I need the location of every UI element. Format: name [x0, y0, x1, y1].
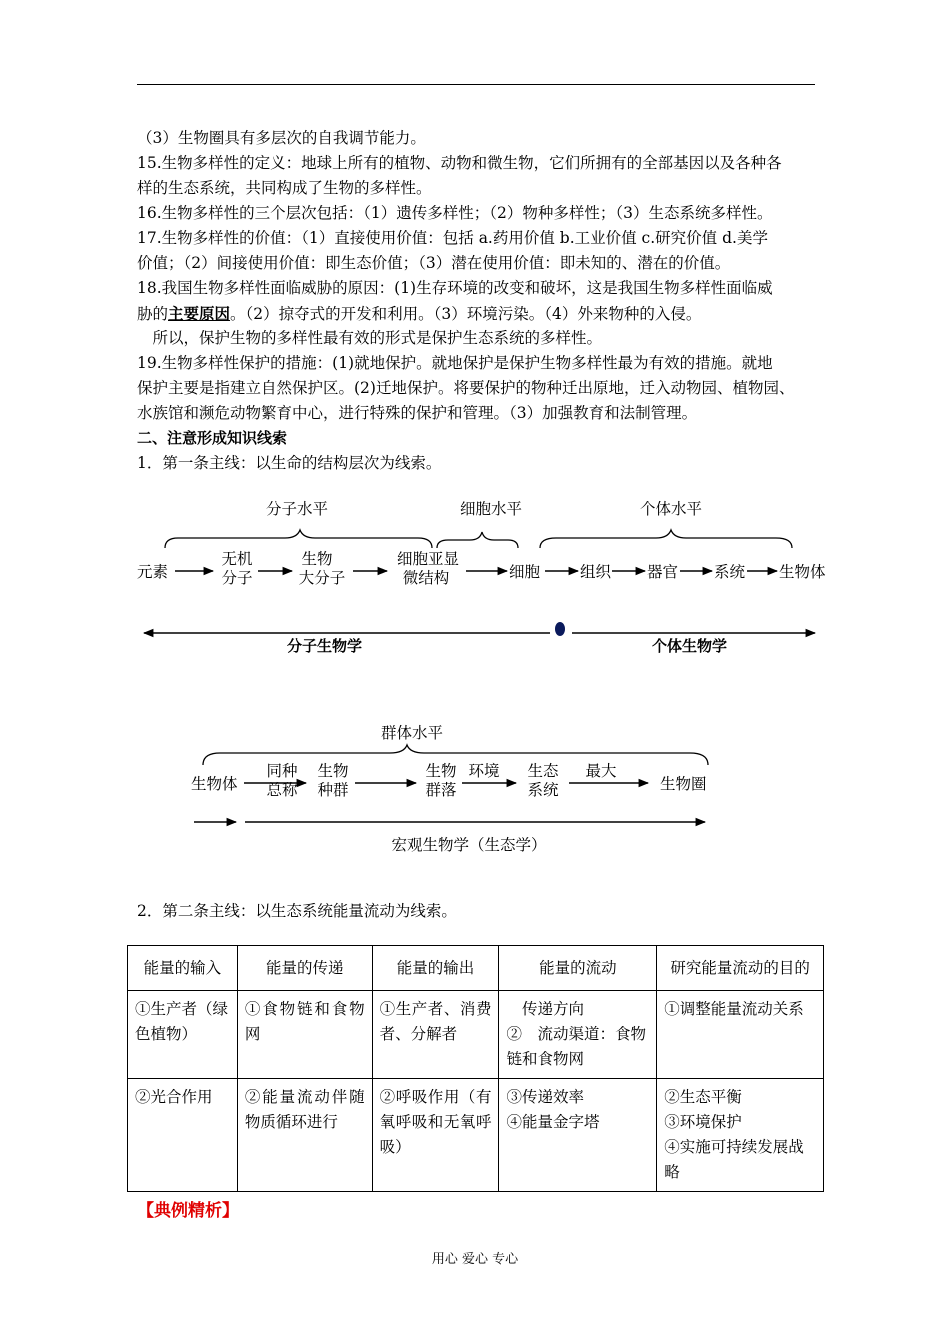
- table-cell: ②光合作用: [128, 1079, 238, 1192]
- label-cell-level: 细胞水平: [459, 500, 523, 518]
- node-biomacro-1: 生物: [301, 550, 333, 568]
- node-inorganic-1: 无机: [221, 550, 253, 568]
- label-individual-level: 个体水平: [639, 500, 703, 518]
- table-cell: ②能量流动伴随物质循环进行: [237, 1079, 372, 1192]
- label-environment: 环境: [468, 762, 500, 780]
- table-cell: ③传递效率 ④能量金字塔: [499, 1079, 657, 1192]
- table-cell: 传递方向 ② 流动渠道：食物链和食物网: [499, 991, 657, 1079]
- brace-molecular: [165, 530, 432, 548]
- node-subcell-2: 微结构: [402, 569, 450, 587]
- header-energy-input: 能量的输入: [128, 946, 238, 991]
- divider-dot: [555, 622, 565, 636]
- node2-community-2: 群落: [425, 781, 457, 799]
- node-tissue: 组织: [580, 563, 612, 581]
- label-macro-biology: 宏观生物学（生态学）: [391, 836, 547, 854]
- node-organ: 器官: [647, 563, 679, 581]
- node2-biosphere: 生物圈: [660, 775, 707, 793]
- paragraph-19-line3: 水族馆和濒危动物繁育中心，进行特殊的保护和管理。（3）加强教育和法制管理。: [137, 404, 698, 422]
- label-same-species-1: 同种: [266, 762, 298, 780]
- mainline-1-heading: 1．第一条主线：以生命的结构层次为线索。: [137, 454, 442, 472]
- paragraph-18-line3: 所以，保护生物的多样性最有效的形式是保护生态系统的多样性。: [137, 329, 603, 347]
- label-individual-biology: 个体生物学: [652, 637, 728, 655]
- node-organism: 生物体: [779, 563, 826, 581]
- brace-individual: [540, 530, 792, 548]
- table-header-row: [128, 946, 824, 991]
- header-research-purpose: 研究能量流动的目的: [657, 946, 824, 991]
- table-cell: ①调整能量流动关系: [657, 991, 824, 1079]
- header-energy-flow: 能量的流动: [499, 946, 657, 991]
- table-cell: ①食物链和食物网: [237, 991, 372, 1079]
- node-element: 元素: [137, 563, 169, 581]
- paragraph-19-line1: 19.生物多样性保护的措施：(1)就地保护。就地保护是保护生物多样性最为有效的措施。就地: [137, 354, 773, 372]
- paragraph-18-pre: 胁的: [137, 305, 169, 323]
- label-molecular-level: 分子水平: [265, 500, 329, 518]
- brace-cell: [437, 532, 518, 548]
- node-system: 系统: [714, 563, 746, 581]
- main-reason-keyword: 主要原因: [168, 304, 231, 323]
- node2-population-1: 生物: [317, 762, 349, 780]
- table-cell: ①生产者、消费者、分解者: [372, 991, 499, 1079]
- label-population-level: 群体水平: [380, 724, 444, 742]
- table-row: [128, 991, 824, 1079]
- node2-organism: 生物体: [191, 775, 238, 793]
- paragraph-15-line1: 15.生物多样性的定义：地球上所有的植物、动物和微生物，它们所拥有的全部基因以及各种各: [137, 154, 782, 172]
- section-2-heading: 二、注意形成知识线索: [137, 429, 288, 447]
- header-energy-output: 能量的输出: [372, 946, 499, 991]
- example-analysis-heading: 【典例精析】: [137, 1201, 239, 1221]
- table-cell: ②呼吸作用（有氧呼吸和无氧呼吸）: [372, 1079, 499, 1192]
- label-same-species-2: 总称: [266, 781, 298, 799]
- table-row: [128, 1079, 824, 1192]
- paragraph-18-post: 。（2）掠夺式的开发和利用。（3）环境污染。（4）外来物种的入侵。: [230, 305, 702, 323]
- label-largest: 最大: [585, 762, 617, 780]
- label-molecular-biology: 分子生物学: [287, 637, 363, 655]
- paragraph-self-regulation: （3）生物圈具有多层次的自我调节能力。: [137, 129, 426, 147]
- node2-community-1: 生物: [425, 762, 457, 780]
- node-inorganic-2: 分子: [221, 569, 253, 587]
- node-subcell-1: 细胞亚显: [396, 550, 460, 568]
- node2-ecosystem-1: 生态: [527, 762, 559, 780]
- mainline-2-heading: 2．第二条主线：以生态系统能量流动为线索。: [137, 902, 457, 920]
- paragraph-18-line1: 18.我国生物多样性面临威胁的原因：(1)生存环境的改变和破坏，这是我国生物多样性面临威: [137, 279, 773, 297]
- node2-ecosystem-2: 系统: [527, 781, 559, 799]
- paragraph-19-line2: 保护主要是指建立自然保护区。(2)迁地保护。将要保护的物种迁出原地，迁入动物园、植物园、: [137, 379, 795, 397]
- node2-population-2: 种群: [317, 781, 349, 799]
- paragraph-15-line2: 样的生态系统，共同构成了生物的多样性。: [137, 179, 432, 197]
- paragraph-16: 16.生物多样性的三个层次包括：（1）遗传多样性；（2）物种多样性；（3）生态系统多样性。: [137, 204, 773, 222]
- node-biomacro-2: 大分子: [298, 569, 346, 587]
- page-footer: 用心 爱心 专心: [431, 1252, 519, 1267]
- header-energy-transfer: 能量的传递: [237, 946, 372, 991]
- table-cell: ②生态平衡 ③环境保护 ④实施可持续发展战略: [657, 1079, 824, 1192]
- node-cell: 细胞: [509, 563, 541, 581]
- paragraph-17-line1: 17.生物多样性的价值：（1）直接使用价值：包括 a.药用价值 b.工业价值 c.研究价值 d.美学: [137, 229, 768, 247]
- paragraph-17-line2: 价值；（2）间接使用价值：即生态价值；（3）潜在使用价值：即未知的、潜在的价值。: [137, 254, 731, 272]
- energy-flow-table: [127, 945, 824, 1192]
- table-cell: ①生产者（绿色植物）: [128, 991, 238, 1079]
